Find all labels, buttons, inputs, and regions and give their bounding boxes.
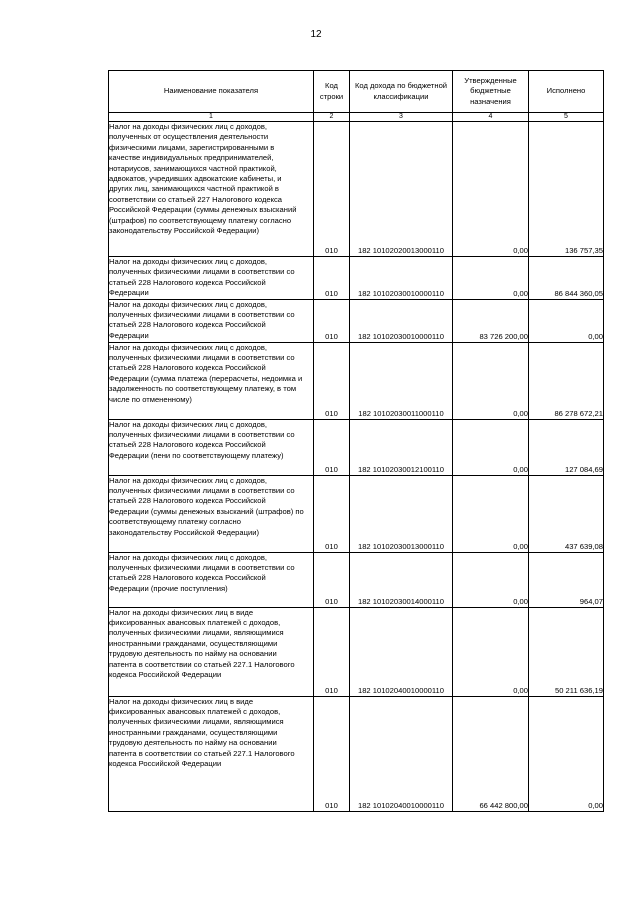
income-code-cell: 182 10102030014000110 <box>350 552 453 607</box>
header-indicator-name: Наименование показателя <box>109 71 314 113</box>
income-code-cell: 182 10102030010000110 <box>350 299 453 342</box>
approved-amount-cell: 0,00 <box>453 419 529 475</box>
executed-amount-cell: 86 278 672,21 <box>529 342 604 419</box>
approved-amount-cell: 0,00 <box>453 552 529 607</box>
income-code-cell: 182 10102030010000110 <box>350 257 453 300</box>
executed-amount-cell: 127 084,69 <box>529 419 604 475</box>
table-row <box>109 475 604 552</box>
executed-amount-cell: 0,00 <box>529 299 604 342</box>
executed-amount-cell: 86 844 360,05 <box>529 257 604 300</box>
approved-amount-cell: 0,00 <box>453 122 529 257</box>
table-row <box>109 342 604 419</box>
line-code-cell: 010 <box>314 696 350 811</box>
column-number: 3 <box>350 113 453 122</box>
income-code-cell: 182 10102030012100110 <box>350 419 453 475</box>
header-income-code: Код дохода по бюджетной классификации <box>350 71 453 113</box>
executed-amount-cell: 0,00 <box>529 696 604 811</box>
revenue-table <box>108 70 604 812</box>
approved-amount-cell: 0,00 <box>453 607 529 696</box>
header-row <box>109 71 604 113</box>
executed-amount-cell: 136 757,35 <box>529 122 604 257</box>
line-code-cell: 010 <box>314 419 350 475</box>
executed-amount-cell: 437 639,08 <box>529 475 604 552</box>
approved-amount-cell: 0,00 <box>453 475 529 552</box>
table-row <box>109 696 604 811</box>
approved-amount-cell: 66 442 800,00 <box>453 696 529 811</box>
indicator-name: Налог на доходы физических лиц с доходов, полученных физическими лицами в соответствии со статьей 228 Налогового кодекса Российской Федерации (суммы денежных взысканий (штрафов) по соответствующему платежу согласно законодательству Российской Федерации) <box>109 475 314 552</box>
executed-amount-cell: 964,07 <box>529 552 604 607</box>
indicator-name: Налог на доходы физических лиц с доходов, полученных от осуществления деятельности физическими лицами, зарегистрированными в качестве индивидуальных предпринимателей, нотариусов, занимающихся частной практикой, адвокатов, учредивших адвокатские кабинеты, и других лиц, занимающихся частной практикой в соответствии со статьей 227 Налогового кодекса Российской Федерации (суммы денежных взысканий (штрафов) по соответствующему платежу согласно законодательству Российской Федерации) <box>109 122 314 257</box>
line-code-cell: 010 <box>314 299 350 342</box>
approved-amount-cell: 0,00 <box>453 257 529 300</box>
indicator-name: Налог на доходы физических лиц в виде фиксированных авансовых платежей с доходов, полученных физическими лицами, являющимися иностранными гражданами, осуществляющими трудовую деятельность по найму на основании патента в соответствии со статьей 227.1 Налогового кодекса Российской Федерации <box>109 696 314 811</box>
income-code-cell: 182 10102030011000110 <box>350 342 453 419</box>
header-executed: Исполнено <box>529 71 604 113</box>
indicator-name: Налог на доходы физических лиц с доходов, полученных физическими лицами в соответствии со статьей 228 Налогового кодекса Российской Федерации (пени по соответствующему платежу) <box>109 419 314 475</box>
header-approved: Утвержденные бюджетные назначения <box>453 71 529 113</box>
page-number: 12 <box>310 29 322 40</box>
indicator-name: Налог на доходы физических лиц в виде фиксированных авансовых платежей с доходов, полученных физическими лицами, являющимися иностранными гражданами, осуществляющими трудовую деятельность по найму на основании патента в соответствии со статьей 227.1 Налогового кодекса Российской Федерации <box>109 607 314 696</box>
column-number: 5 <box>529 113 604 122</box>
income-code-cell: 182 10102040010000110 <box>350 607 453 696</box>
table-row <box>109 607 604 696</box>
line-code-cell: 010 <box>314 552 350 607</box>
income-code-cell: 182 10102030013000110 <box>350 475 453 552</box>
column-number-row <box>109 113 604 122</box>
approved-amount-cell: 83 726 200,00 <box>453 299 529 342</box>
indicator-name: Налог на доходы физических лиц с доходов, полученных физическими лицами в соответствии со статьей 228 Налогового кодекса Российской Федерации <box>109 299 314 342</box>
line-code-cell: 010 <box>314 122 350 257</box>
column-number: 1 <box>109 113 314 122</box>
approved-amount-cell: 0,00 <box>453 342 529 419</box>
indicator-name: Налог на доходы физических лиц с доходов, полученных физическими лицами в соответствии со статьей 228 Налогового кодекса Российской Федерации <box>109 257 314 300</box>
indicator-name: Налог на доходы физических лиц с доходов, полученных физическими лицами в соответствии со статьей 228 Налогового кодекса Российской Федерации (прочие поступления) <box>109 552 314 607</box>
line-code-cell: 010 <box>314 607 350 696</box>
table-row <box>109 419 604 475</box>
line-code-cell: 010 <box>314 342 350 419</box>
executed-amount-cell: 50 211 636,19 <box>529 607 604 696</box>
table-row <box>109 299 604 342</box>
line-code-cell: 010 <box>314 475 350 552</box>
table-row <box>109 122 604 257</box>
header-line-code: Код строки <box>314 71 350 113</box>
column-number: 2 <box>314 113 350 122</box>
indicator-name: Налог на доходы физических лиц с доходов, полученных физическими лицами в соответствии со статьей 228 Налогового кодекса Российской Федерации (сумма платежа (перерасчеты, недоимка и задолженность по соответствующему платежу, в том числе по отмененному) <box>109 342 314 419</box>
income-code-cell: 182 10102020013000110 <box>350 122 453 257</box>
table-row <box>109 552 604 607</box>
line-code-cell: 010 <box>314 257 350 300</box>
table-row <box>109 257 604 300</box>
column-number: 4 <box>453 113 529 122</box>
income-code-cell: 182 10102040010000110 <box>350 696 453 811</box>
